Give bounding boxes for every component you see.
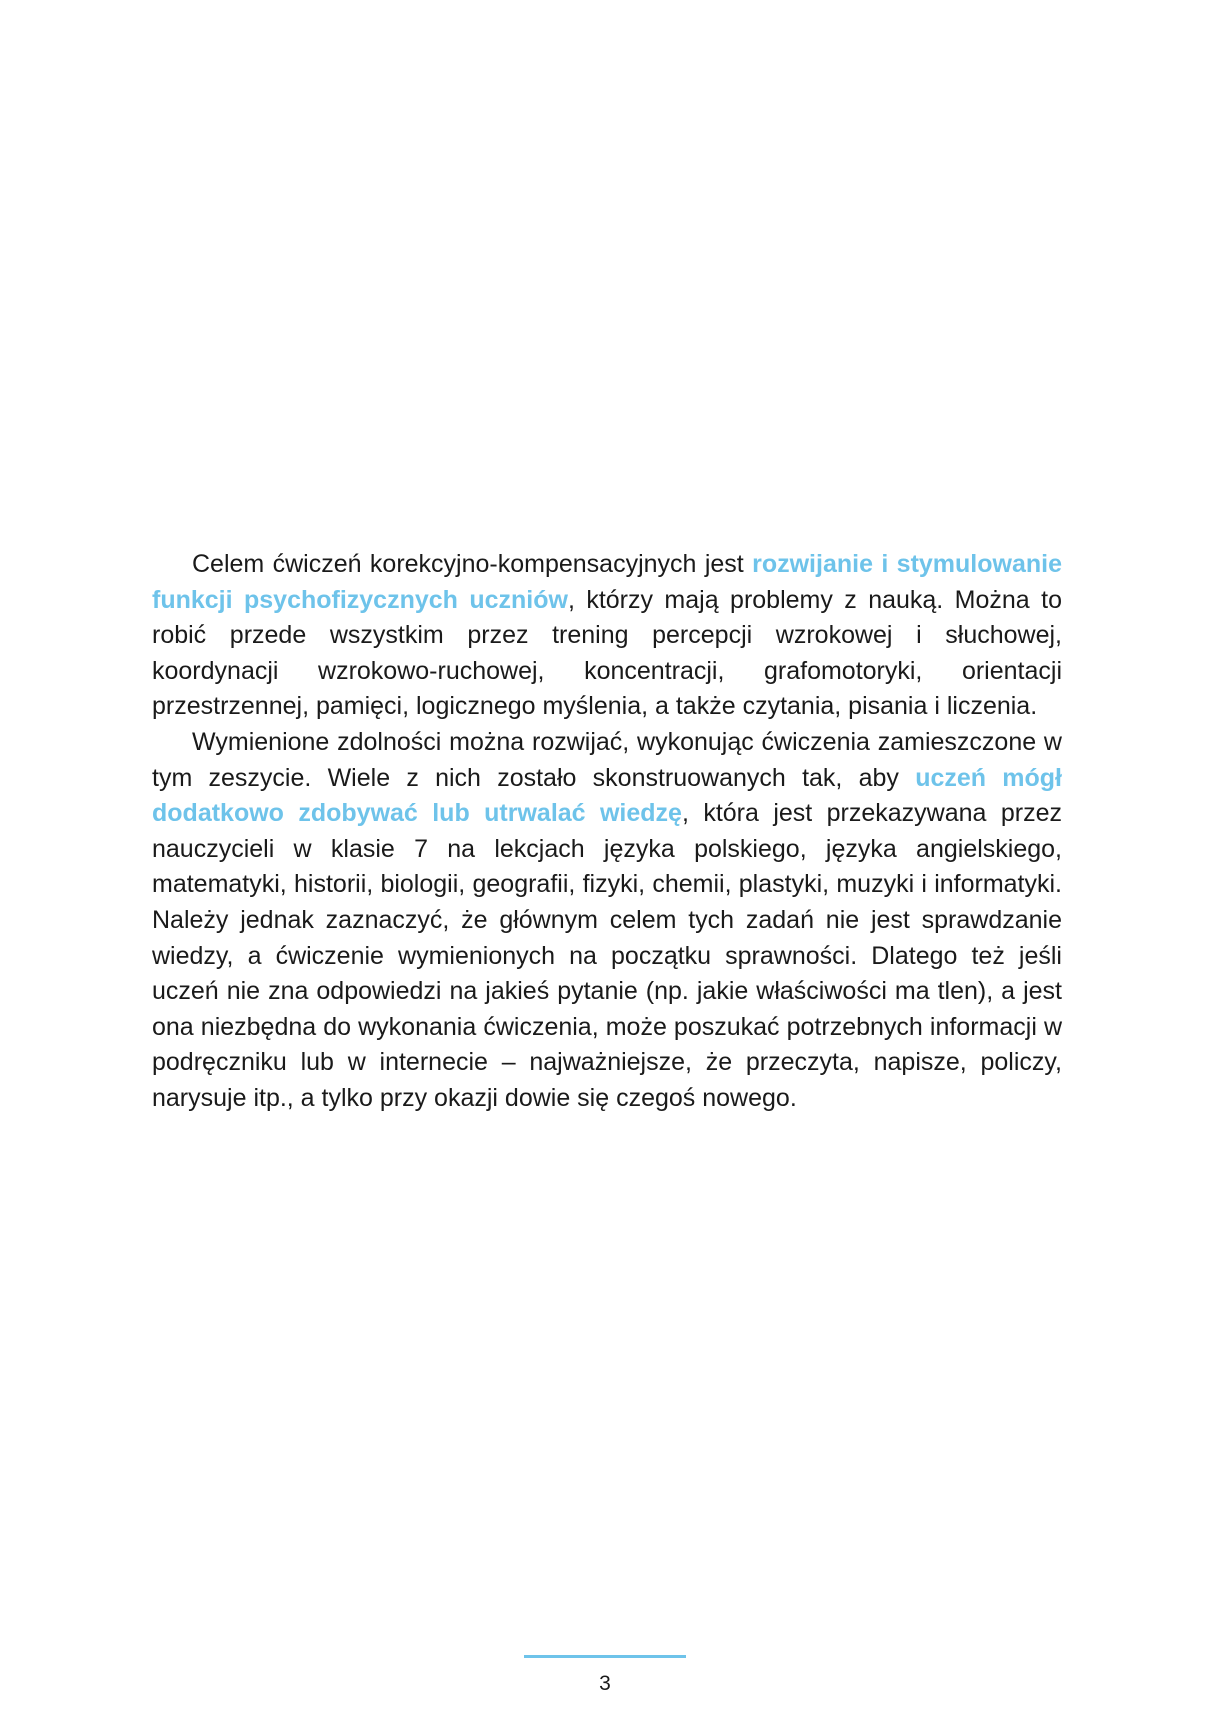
footer-divider [524, 1655, 686, 1658]
paragraph-2 [152, 725, 1062, 1117]
paragraph-2-highlight: uczeń mógł dodatkowo zdobywać lub utrwalać wiedzę [152, 763, 1063, 828]
paragraph-1-text-before: Celem ćwiczeń korekcyjno-kompensacyjnych jest [192, 550, 753, 578]
paragraph-1 [152, 547, 1062, 725]
paragraph-1-highlight: rozwijanie i stymulowanie funkcji psychofizycznych uczniów [152, 550, 1062, 614]
paragraph-1-text-after: , którzy mają problemy z nauką. Można to robić przede wszystkim przez trening percepcji wzrokowej i słuchowej, koordynacji wzrokowo-ruchowej, koncentracji, grafomotoryki, orientacji przestrzennej, pamięci, logicznego myślenia, a także czytania, pisania i liczenia. [152, 585, 1062, 721]
body-text [152, 547, 1062, 1117]
paragraph-2-text-after: , która jest przekazywana przez nauczycieli w klasie 7 na lekcjach języka polskiego, języka angielskiego, matematyki, historii, biologii, geografii, fizyki, chemii, plastyki, muzyki i informatyki. Należy jednak zaznaczyć, że głównym celem tych zadań nie jest sprawdzanie wiedzy, a ćwiczenie wymienionych na początku sprawności. Dlatego też jeśli uczeń nie zna odpowiedzi na jakieś pytanie (np. jakie właściwości ma tlen), a jest ona niezbędna do wykonania ćwiczenia, może poszukać potrzebnych informacji w podręczniku lub w internecie – najważniejsze, że przeczyta, napisze, policzy, narysuje itp., a tylko przy okazji dowie się czegoś nowego. [152, 799, 1062, 1112]
paragraph-2-text-before: Wymienione zdolności można rozwijać, wykonując ćwiczenia zamieszczone w tym zeszycie. Wiele z nich zostało skonstruowanych tak, aby [152, 727, 1062, 792]
page-number: 3 [599, 1672, 611, 1695]
